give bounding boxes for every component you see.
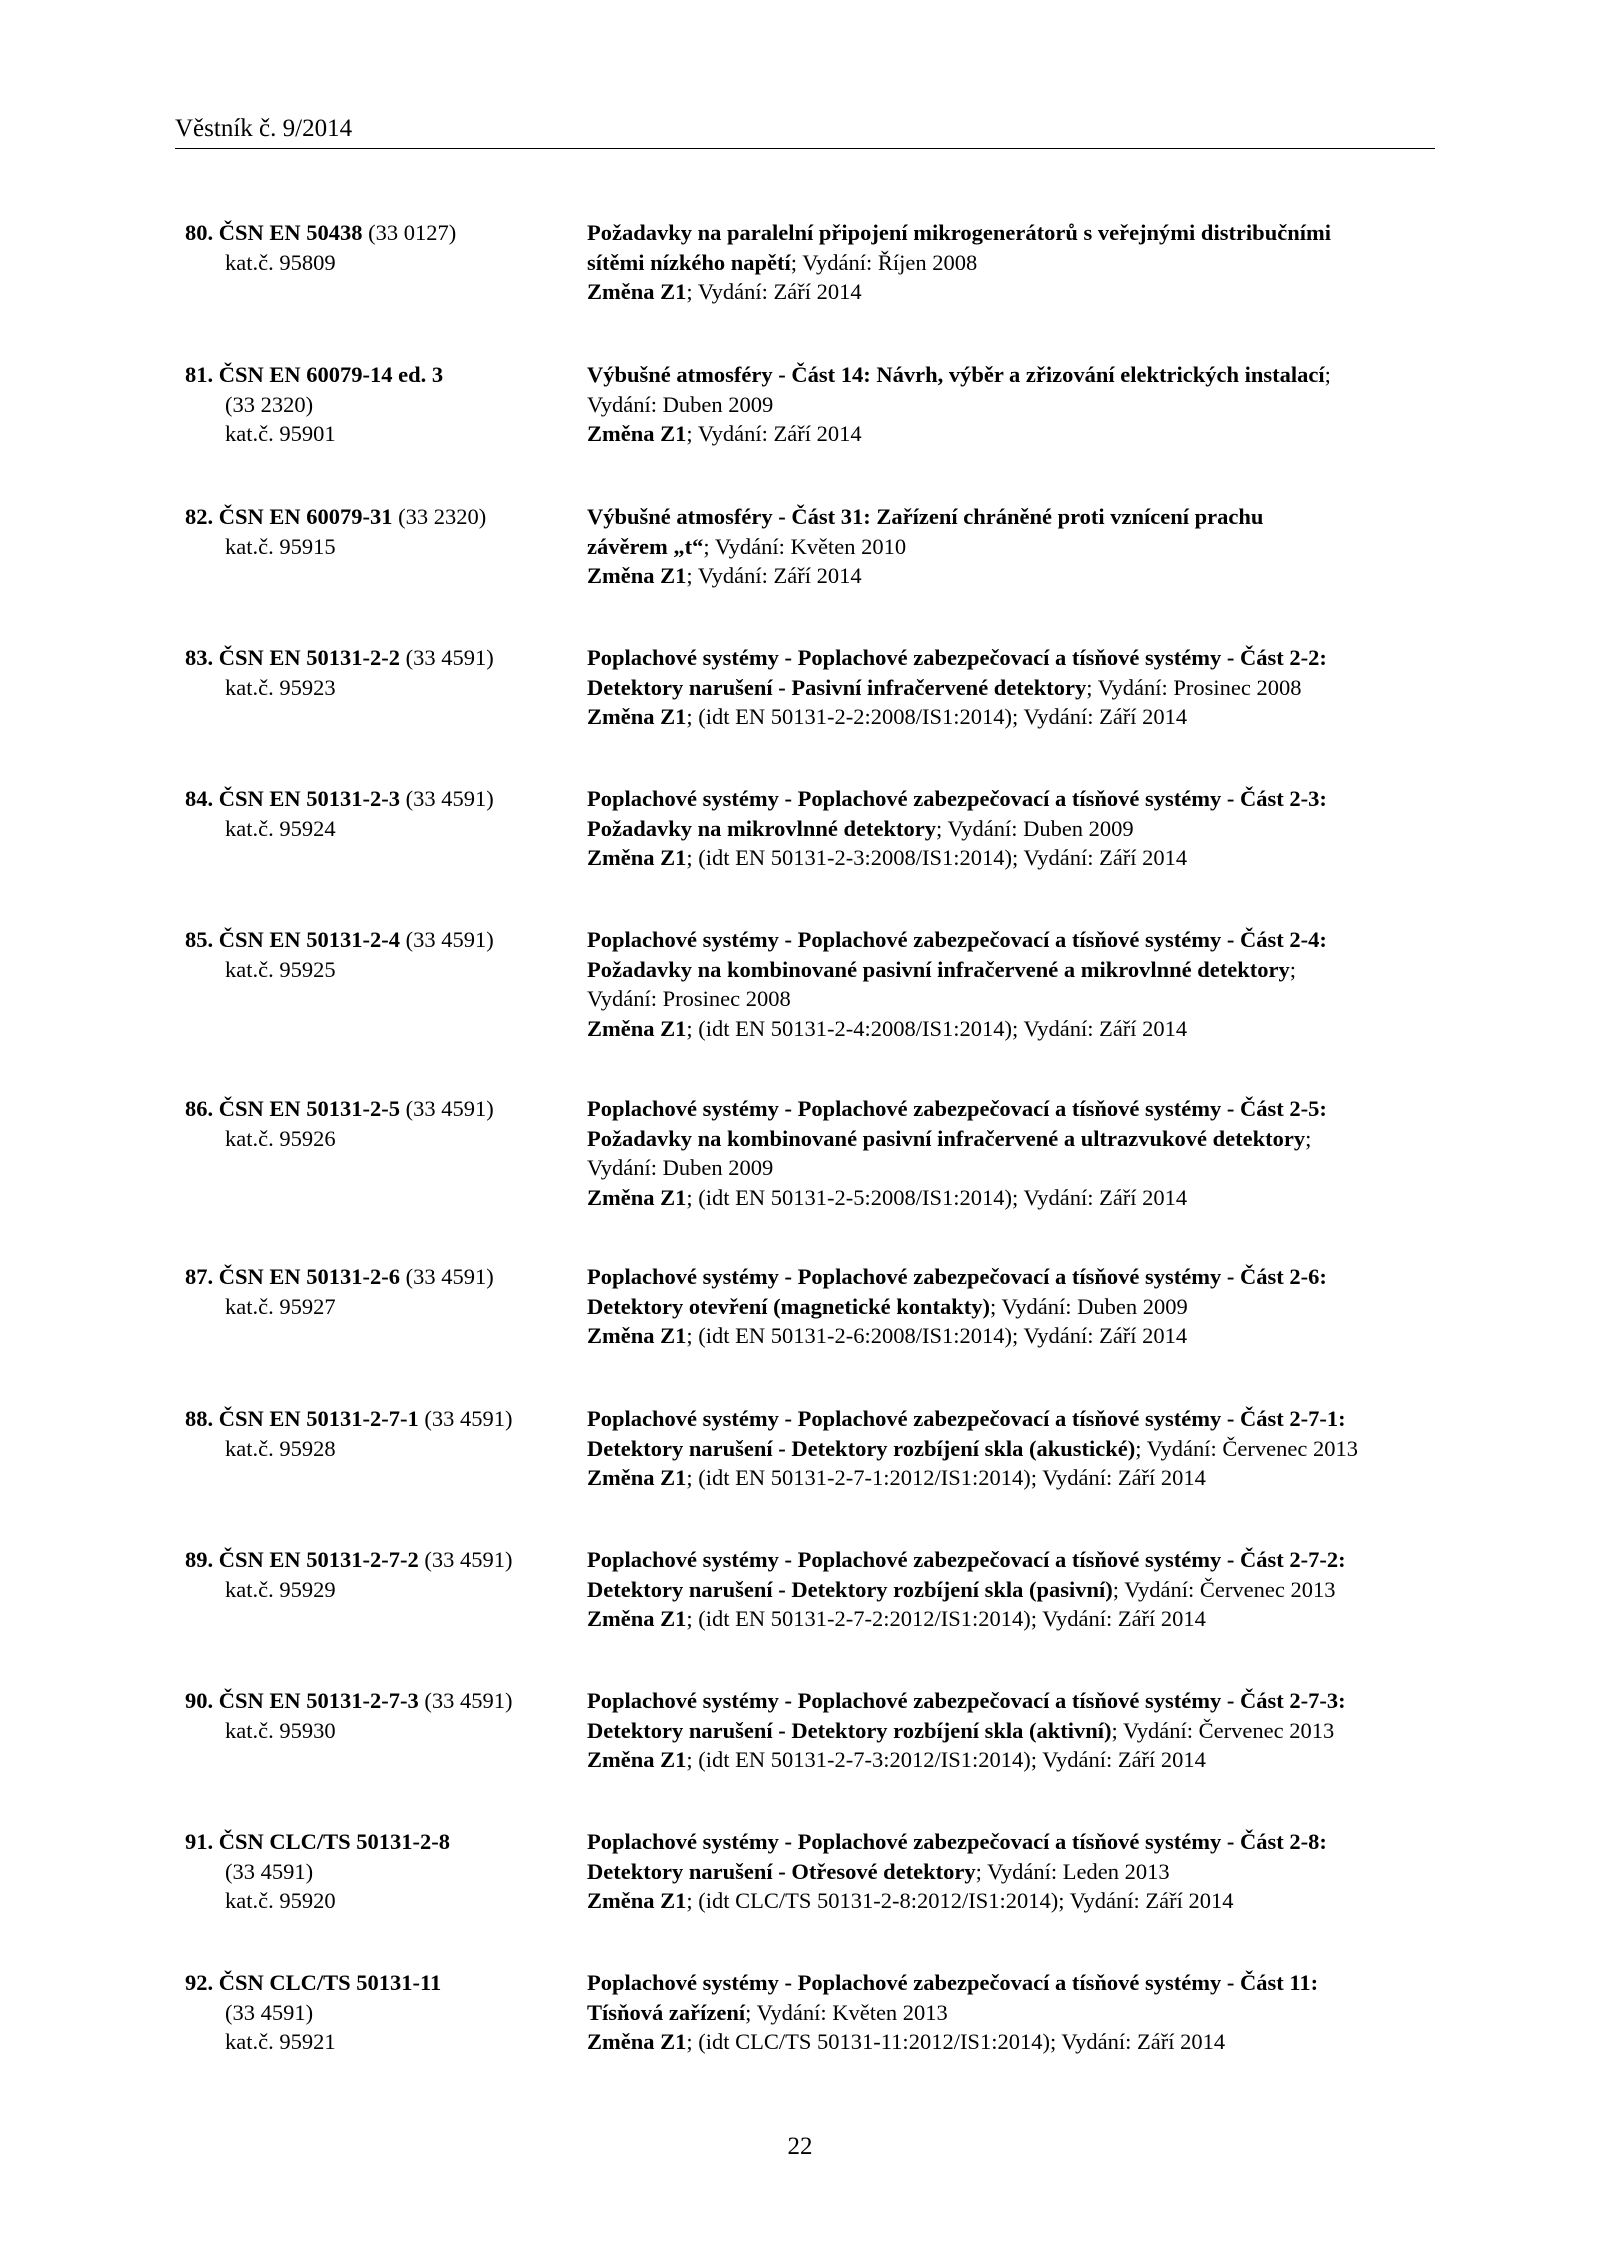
text-segment: Detektory narušení - Detektory rozbíjení skla (pasivní) <box>587 1576 1113 1602</box>
standard-title-column <box>587 218 1447 307</box>
title-line <box>587 784 1447 814</box>
text-segment: ; Vydání: Červenec 2013 <box>1112 1576 1336 1602</box>
text-segment: ; Vydání: Červenec 2013 <box>1111 1717 1335 1743</box>
title-line <box>587 814 1447 844</box>
text-segment: ; Vydání: Říjen 2008 <box>790 249 978 275</box>
text-segment: ; (idt EN 50131-2-4:2008/IS1:2014); Vydání: Září 2014 <box>686 1015 1188 1041</box>
standard-title-column <box>587 1827 1447 1916</box>
text-segment: kat.č. 95927 <box>225 1293 336 1319</box>
text-segment: Poplachové systémy - Poplachové zabezpečovací a tísňové systémy - Část 11: <box>587 1970 1319 1995</box>
standard-code-column <box>185 1827 575 1916</box>
text-segment: ; (idt EN 50131-2-3:2008/IS1:2014); Vydání: Září 2014 <box>686 845 1188 870</box>
text-segment: ; (idt CLC/TS 50131-2-8:2012/IS1:2014); Vydání: Září 2014 <box>686 1888 1234 1913</box>
title-line <box>587 1014 1447 1044</box>
text-segment: (33 4591) <box>225 1858 314 1884</box>
title-line <box>587 643 1447 673</box>
text-segment: ; Vydání: Září 2014 <box>686 563 862 588</box>
text-segment: Vydání: Prosinec 2008 <box>587 986 791 1011</box>
text-segment: kat.č. 95901 <box>225 421 336 446</box>
code-line <box>185 1404 575 1434</box>
text-segment: ; Vydání: Květen 2010 <box>703 533 907 559</box>
text-segment: Změna Z1 <box>587 1606 687 1631</box>
code-line <box>185 955 575 985</box>
code-line <box>185 784 575 814</box>
text-segment: ; (idt EN 50131-2-6:2008/IS1:2014); Vydání: Září 2014 <box>686 1323 1188 1348</box>
text-segment: Vydání: Duben 2009 <box>587 1155 774 1180</box>
text-segment: 83. ČSN EN 50131-2-2 <box>185 645 401 670</box>
code-line <box>185 2027 575 2057</box>
text-segment: 82. ČSN EN 60079-31 <box>185 504 393 529</box>
standard-code-column <box>185 360 575 449</box>
text-segment: ; (idt EN 50131-2-7-2:2012/IS1:2014); Vydání: Září 2014 <box>686 1606 1206 1631</box>
text-segment: (33 2320) <box>392 504 487 529</box>
text-segment: Požadavky na paralelní připojení mikrogenerátorů s veřejnými distribučními <box>587 220 1331 245</box>
title-line <box>587 1716 1447 1746</box>
title-line <box>587 843 1447 873</box>
code-line <box>185 1716 575 1746</box>
text-segment: Detektory narušení - Otřesové detektory <box>587 1858 976 1884</box>
title-line <box>587 1124 1447 1154</box>
text-segment: kat.č. 95930 <box>225 1717 336 1743</box>
code-line <box>185 643 575 673</box>
text-segment: (33 4591) <box>418 1688 513 1713</box>
text-segment: ; <box>1305 1125 1312 1151</box>
text-segment: 88. ČSN EN 50131-2-7-1 <box>185 1406 419 1431</box>
code-line <box>185 1998 575 2028</box>
text-segment: ; Vydání: Září 2014 <box>686 279 862 304</box>
text-segment: Změna Z1 <box>587 845 687 870</box>
code-line <box>185 390 575 420</box>
text-segment: Poplachové systémy - Poplachové zabezpečovací a tísňové systémy - Část 2-6: <box>587 1264 1327 1289</box>
text-segment: ; (idt EN 50131-2-2:2008/IS1:2014); Vydání: Září 2014 <box>686 704 1188 729</box>
title-line <box>587 1183 1447 1213</box>
code-line <box>185 1292 575 1322</box>
text-segment: Požadavky na mikrovlnné detektory <box>587 815 936 841</box>
text-segment: Poplachové systémy - Poplachové zabezpečovací a tísňové systémy - Část 2-7-2: <box>587 1547 1346 1572</box>
text-segment: Změna Z1 <box>587 563 687 588</box>
title-line <box>587 955 1447 985</box>
text-segment: Poplachové systémy - Poplachové zabezpečovací a tísňové systémy - Část 2-7-1: <box>587 1406 1346 1431</box>
text-segment: ; Vydání: Duben 2009 <box>935 815 1134 841</box>
text-segment: Změna Z1 <box>587 1323 687 1348</box>
text-segment: 90. ČSN EN 50131-2-7-3 <box>185 1688 419 1713</box>
code-line <box>185 1262 575 1292</box>
title-line <box>587 1886 1447 1916</box>
title-line <box>587 1545 1447 1575</box>
text-segment: Změna Z1 <box>587 421 687 446</box>
title-line <box>587 419 1447 449</box>
text-segment: kat.č. 95921 <box>225 2029 336 2054</box>
text-segment: (33 4591) <box>400 1264 494 1289</box>
standard-title-column <box>587 925 1447 1043</box>
code-line <box>185 218 575 248</box>
code-line <box>185 360 575 390</box>
title-line <box>587 1968 1447 1998</box>
text-segment: Poplachové systémy - Poplachové zabezpečovací a tísňové systémy - Část 2-5: <box>587 1096 1327 1121</box>
text-segment: Detektory otevření (magnetické kontakty) <box>587 1293 991 1319</box>
text-segment: 81. ČSN EN 60079-14 ed. 3 <box>185 362 444 387</box>
text-segment: Změna Z1 <box>587 1465 687 1490</box>
title-line <box>587 984 1447 1014</box>
text-segment: (33 4591) <box>400 1096 494 1121</box>
text-segment: kat.č. 95928 <box>225 1435 336 1461</box>
text-segment: 85. ČSN EN 50131-2-4 <box>185 927 401 952</box>
text-segment: závěrem „t“ <box>587 533 704 559</box>
text-segment: ; <box>1289 956 1296 982</box>
text-segment: 87. ČSN EN 50131-2-6 <box>185 1264 401 1289</box>
text-segment: kat.č. 95925 <box>225 956 336 982</box>
standard-title-column <box>587 502 1447 591</box>
standard-code-column <box>185 1686 575 1745</box>
text-segment: ; Vydání: Prosinec 2008 <box>1086 674 1302 700</box>
standard-code-column <box>185 1262 575 1321</box>
code-line <box>185 1968 575 1998</box>
title-line <box>587 1094 1447 1124</box>
title-line <box>587 248 1447 278</box>
code-line <box>185 1545 575 1575</box>
text-segment: kat.č. 95915 <box>225 533 336 559</box>
standard-title-column <box>587 360 1447 449</box>
title-line <box>587 1686 1447 1716</box>
text-segment: kat.č. 95809 <box>225 249 336 275</box>
title-line <box>587 1604 1447 1634</box>
text-segment: ; (idt EN 50131-2-5:2008/IS1:2014); Vydání: Září 2014 <box>686 1184 1188 1210</box>
title-line <box>587 532 1447 562</box>
code-line <box>185 1124 575 1154</box>
title-line <box>587 360 1447 390</box>
text-segment: (33 0127) <box>362 220 457 245</box>
code-line <box>185 248 575 278</box>
title-line <box>587 1404 1447 1434</box>
standard-code-column <box>185 1545 575 1604</box>
title-line <box>587 1575 1447 1605</box>
text-segment: Detektory narušení - Detektory rozbíjení skla (aktivní) <box>587 1717 1112 1743</box>
text-segment: Požadavky na kombinované pasivní infračervené a mikrovlnné detektory <box>587 956 1290 982</box>
standard-title-column <box>587 1968 1447 2057</box>
text-segment: ; (idt EN 50131-2-7-3:2012/IS1:2014); Vydání: Září 2014 <box>686 1747 1206 1772</box>
text-segment: ; Vydání: Červenec 2013 <box>1135 1435 1358 1461</box>
text-segment: Výbušné atmosféry - Část 31: Zařízení chráněné proti vznícení prachu <box>587 504 1264 529</box>
text-segment: Změna Z1 <box>587 2029 687 2054</box>
page-number: 22 <box>787 2133 813 2160</box>
text-segment: ; (idt CLC/TS 50131-11:2012/IS1:2014); Vydání: Září 2014 <box>686 2029 1226 2054</box>
text-segment: Změna Z1 <box>587 279 687 304</box>
text-segment: Poplachové systémy - Poplachové zabezpečovací a tísňové systémy - Část 2-8: <box>587 1829 1327 1854</box>
text-segment: sítěmi nízkého napětí <box>587 249 791 275</box>
text-segment: Poplachové systémy - Poplachové zabezpečovací a tísňové systémy - Část 2-2: <box>587 645 1327 670</box>
text-segment: (33 4591) <box>225 1999 314 2025</box>
text-segment: (33 4591) <box>400 786 494 811</box>
title-line <box>587 702 1447 732</box>
title-line <box>587 1292 1447 1322</box>
standard-title-column <box>587 643 1447 732</box>
title-line <box>587 1153 1447 1183</box>
standard-code-column <box>185 1404 575 1463</box>
code-line <box>185 1434 575 1464</box>
title-line <box>587 1321 1447 1351</box>
text-segment: Výbušné atmosféry - Část 14: Návrh, výběr a zřizování elektrických instalací <box>587 362 1325 387</box>
text-segment: Změna Z1 <box>587 1015 687 1041</box>
code-line <box>185 814 575 844</box>
title-line <box>587 1827 1447 1857</box>
standard-title-column <box>587 1262 1447 1351</box>
code-line <box>185 419 575 449</box>
code-line <box>185 925 575 955</box>
text-segment: Poplachové systémy - Poplachové zabezpečovací a tísňové systémy - Část 2-3: <box>587 786 1327 811</box>
journal-title: Věstník č. 9/2014 <box>175 115 353 142</box>
title-line <box>587 502 1447 532</box>
text-segment: ; Vydání: Duben 2009 <box>990 1293 1188 1319</box>
code-line <box>185 1094 575 1124</box>
text-segment: Změna Z1 <box>587 1184 687 1210</box>
text-segment: Požadavky na kombinované pasivní infračervené a ultrazvukové detektory <box>587 1125 1306 1151</box>
text-segment: 80. ČSN EN 50438 <box>185 220 363 245</box>
text-segment: Vydání: Duben 2009 <box>587 391 774 417</box>
standard-code-column <box>185 643 575 702</box>
standard-title-column <box>587 784 1447 873</box>
text-segment: Změna Z1 <box>587 1747 687 1772</box>
text-segment: 92. ČSN CLC/TS 50131-11 <box>185 1970 442 1995</box>
code-line <box>185 1575 575 1605</box>
text-segment: ; (idt EN 50131-2-7-1:2012/IS1:2014); Vydání: Září 2014 <box>686 1465 1206 1490</box>
code-line <box>185 502 575 532</box>
code-line <box>185 1857 575 1887</box>
title-line <box>587 1463 1447 1493</box>
text-segment: ; Vydání: Leden 2013 <box>975 1858 1170 1884</box>
text-segment: (33 4591) <box>400 645 494 670</box>
title-line <box>587 1434 1447 1464</box>
text-segment: kat.č. 95929 <box>225 1576 336 1602</box>
standard-code-column <box>185 1968 575 2057</box>
text-segment: ; Vydání: Září 2014 <box>686 421 862 446</box>
code-line <box>185 1827 575 1857</box>
text-segment: (33 2320) <box>225 391 314 417</box>
standard-title-column <box>587 1545 1447 1634</box>
title-line <box>587 2027 1447 2057</box>
text-segment: ; Vydání: Květen 2013 <box>745 1999 948 2025</box>
standard-title-column <box>587 1404 1447 1493</box>
title-line <box>587 673 1447 703</box>
text-segment: 84. ČSN EN 50131-2-3 <box>185 786 401 811</box>
code-line <box>185 1886 575 1916</box>
title-line <box>587 1998 1447 2028</box>
text-segment: (33 4591) <box>418 1547 513 1572</box>
text-segment: Detektory narušení - Detektory rozbíjení skla (akustické) <box>587 1435 1136 1461</box>
text-segment: Detektory narušení - Pasivní infračervené detektory <box>587 674 1087 700</box>
text-segment: ; <box>1324 362 1331 387</box>
text-segment: (33 4591) <box>418 1406 513 1431</box>
text-segment: 91. ČSN CLC/TS 50131-2-8 <box>185 1829 451 1854</box>
text-segment: kat.č. 95923 <box>225 674 336 700</box>
title-line <box>587 390 1447 420</box>
title-line <box>587 561 1447 591</box>
standard-code-column <box>185 1094 575 1153</box>
text-segment: kat.č. 95920 <box>225 1888 336 1913</box>
text-segment: kat.č. 95924 <box>225 815 336 841</box>
standard-code-column <box>185 502 575 561</box>
code-line <box>185 1686 575 1716</box>
title-line <box>587 1745 1447 1775</box>
title-line <box>587 1857 1447 1887</box>
text-segment: Tísňová zařízení <box>587 1999 746 2025</box>
text-segment: (33 4591) <box>400 927 494 952</box>
title-line <box>587 218 1447 248</box>
text-segment: 86. ČSN EN 50131-2-5 <box>185 1096 401 1121</box>
standard-code-column <box>185 784 575 843</box>
title-line <box>587 1262 1447 1292</box>
text-segment: kat.č. 95926 <box>225 1125 336 1151</box>
code-line <box>185 532 575 562</box>
text-segment: Změna Z1 <box>587 1888 687 1913</box>
text-segment: Poplachové systémy - Poplachové zabezpečovací a tísňové systémy - Část 2-7-3: <box>587 1688 1346 1713</box>
title-line <box>587 277 1447 307</box>
standard-title-column <box>587 1094 1447 1212</box>
standard-code-column <box>185 218 575 277</box>
code-line <box>185 673 575 703</box>
title-line <box>587 925 1447 955</box>
text-segment: Poplachové systémy - Poplachové zabezpečovací a tísňové systémy - Část 2-4: <box>587 927 1327 952</box>
standard-code-column <box>185 925 575 984</box>
text-segment: Změna Z1 <box>587 704 687 729</box>
standard-title-column <box>587 1686 1447 1775</box>
text-segment: 89. ČSN EN 50131-2-7-2 <box>185 1547 419 1572</box>
